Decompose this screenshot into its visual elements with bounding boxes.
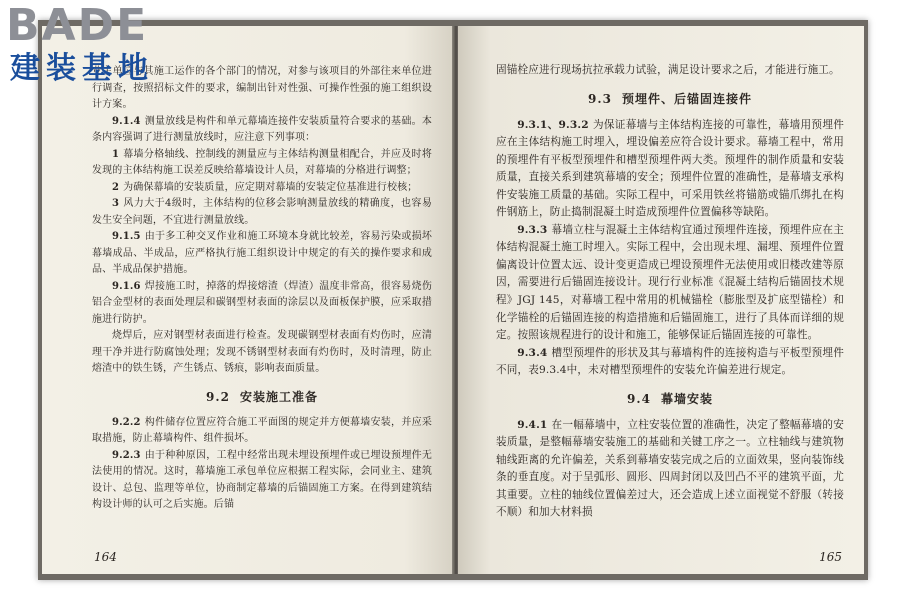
page-number: 164 xyxy=(94,550,117,564)
clause-number: 9.2.3 xyxy=(112,449,141,461)
section-number: 9.2 xyxy=(206,389,230,404)
logo-latin-text: BADE xyxy=(6,0,149,51)
clause-text: 由于种种原因，工程中经常出现未埋设预埋件或已埋设预埋件无法使用的情况。这时，幕墙施工承包单位应根据工程实际，会同业主、建筑设计、总包、监理等单位，协商制定幕墙的后锚固施工方案。在得到建筑结构设计师的认可之后实施。后锚 xyxy=(92,449,432,510)
section-number: 9.3 xyxy=(588,91,612,106)
clause-9-1-4 xyxy=(92,114,432,147)
watermark-logo xyxy=(0,0,180,90)
item-text: 为确保幕墙的安装质量，应定期对幕墙的安装定位基准进行校核； xyxy=(123,181,418,193)
section-title: 预埋件、后锚固连接件 xyxy=(621,91,752,106)
clause-text: 测量放线是构件和单元幕墙连接件安装质量符合要求的基础。本条内容强调了进行测量放线时，应注意下列事项： xyxy=(92,115,432,143)
item-number: 3 xyxy=(112,198,120,209)
right-page xyxy=(458,26,864,574)
clause-9-3-3 xyxy=(496,222,844,345)
clause-text: 构件储存位置应符合施工平面图的规定并方便幕墙安装，并应采取措施，防止幕墙构件、组件损坏。 xyxy=(92,416,432,444)
item-number: 2 xyxy=(112,181,120,193)
clause-number: 9.1.5 xyxy=(112,231,141,242)
item-2 xyxy=(92,180,432,197)
clause-9-1-6 xyxy=(92,279,432,329)
clause-text: 由于多工种交叉作业和施工环境本身就比较差，容易污染或损坏幕墙成品、半成品，应严格执行施工组织设计中规定的有关的操作要求和成品、半成品保护措施。 xyxy=(92,231,432,275)
clause-text: 焊接施工时，掉落的焊接熔渣（焊渣）温度非常高，很容易烧伤铝合金型材的表面处理层和碳钢型材表面的涂层以及面板保护膜，应采取措施进行防护。 xyxy=(92,280,432,325)
clause-9-2-2 xyxy=(92,415,432,448)
clause-9-2-3 xyxy=(92,448,432,514)
left-page-content xyxy=(92,64,432,514)
book-spread xyxy=(38,20,868,580)
item-text: 风力大于4级时，主体结构的位移会影响测量放线的精确度，也容易发生安全问题，不宜进行测量放线。 xyxy=(92,198,432,226)
item-text: 幕墙分格轴线、控制线的测量应与主体结构测量相配合，并应及时将发现的主体结构施工误差反映给幕墙设计人员，对幕墙的分格进行调整； xyxy=(92,148,432,176)
section-title: 安装施工准备 xyxy=(239,389,318,404)
clause-number: 9.1.6 xyxy=(112,280,141,292)
item-number: 1 xyxy=(112,148,120,160)
section-heading xyxy=(92,388,432,405)
paragraph: 固锚栓应进行现场抗拉承载力试验，满足设计要求之后，才能进行施工。 xyxy=(496,64,840,76)
left-page xyxy=(42,26,454,574)
section-heading xyxy=(496,390,844,407)
clause-9-1-5 xyxy=(92,229,432,279)
clause-9-4-1 xyxy=(496,417,844,522)
clause-text: 槽型预埋件的形状及其与幕墙构件的连接构造与平板型预埋件不同，表9.3.4中，未对槽型预埋件的安装允许偏差进行规定。 xyxy=(496,346,844,377)
clause-number: 9.3.1、9.3.2 xyxy=(517,118,589,131)
clause-number: 9.1.4 xyxy=(112,115,141,127)
clause-number: 9.4.1 xyxy=(517,418,548,431)
right-page-content xyxy=(496,62,844,522)
clause-number: 9.2.2 xyxy=(112,416,141,428)
clause-number: 9.3.3 xyxy=(517,223,548,236)
clause-9-3-4 xyxy=(496,345,844,380)
paragraph: 业主单位与其施工运作的各个部门的情况，对参与该项目的外部往来单位进行调查，按照招标文件的要求，编制出针对性强、可操作性强的施工组织设计方案。 xyxy=(92,66,432,110)
section-number: 9.4 xyxy=(627,391,651,406)
paragraph: 烧焊后，应对钢型材表面进行检查。发现碳钢型材表面有灼伤时，应清理干净并进行防腐蚀处理；发现不锈钢型材表面有灼伤时，及时清理，防止熔渣中的铁生锈，产生锈点、锈痕，影响表面质量。 xyxy=(92,330,432,374)
logo-chinese-text: 建装基地 xyxy=(10,51,154,86)
item-3 xyxy=(92,196,432,229)
item-1 xyxy=(92,147,432,180)
clause-number: 9.3.4 xyxy=(517,346,548,359)
section-title: 幕墙安装 xyxy=(660,391,713,406)
section-heading xyxy=(496,90,844,107)
page-number: 165 xyxy=(819,550,842,564)
clause-text: 在一幅幕墙中，立柱安装位置的准确性，决定了整幅幕墙的安装质量，是整幅幕墙安装施工的基础和关键工序之一。立柱轴线与建筑物轴线距离的允许偏差，关系到幕墙安装完成之后的立面效果，竖向装饰线条的垂直度。对于呈弧形、圆形、四周封闭以及凹凸不平的建筑平面，尤其重要。立柱的轴线位置偏差过大，还会造成上述立面视觉不舒服（转接不顺）和加大材料损 xyxy=(496,418,844,519)
clause-text: 幕墙立柱与混凝土主体结构宜通过预埋件连接，预埋件应在主体结构混凝土施工时埋入。实际工程中，会出现未埋、漏埋、预埋件位置偏离设计位置太远、设计变更造成已埋设预埋件无法使用或旧楼改建等原因，需要进行后锚固连接设计。现行行业标准《混凝土结构后锚固技术规程》JGJ 145，对幕墙工程中常用的机械锚栓（膨胀型及扩底型锚栓）和化学锚栓的后锚固连接的构造措施和后锚固施工，进行了具体而详细的规定。按照该规程进行的设计和施工，能够保证后锚固连接的可靠性。 xyxy=(496,223,844,342)
clause-9-3-1 xyxy=(496,117,844,222)
clause-text: 为保证幕墙与主体结构连接的可靠性，幕墙用预埋件应在主体结构施工时埋入，埋设偏差应符合设计要求。幕墙工程中，常用的预埋件有平板型预埋件和槽型预埋件两大类。预埋件的制作质量和安装质量，直接关系到建筑幕墙的安全；预埋件位置的准确性，是幕墙支承构件安装施工质量的基础。实际工程中，可采用铁丝将锚筋或锚爪绑扎在构件钢筋上，防止捣制混凝土时造成预埋件位置偏移等缺陷。 xyxy=(496,118,844,219)
